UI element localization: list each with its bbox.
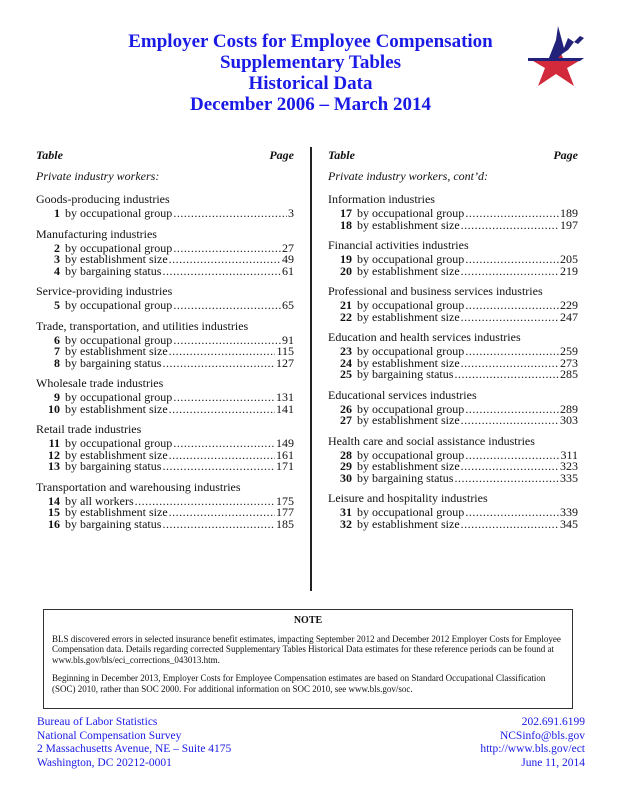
toc-group (328, 330, 578, 381)
table-number: 20 (340, 263, 352, 278)
dot-leader (162, 519, 275, 531)
dot-leader (461, 266, 559, 278)
entry-label: by bargaining status (65, 355, 162, 370)
table-number: 11 (48, 436, 60, 450)
entry-label: by occupational group (65, 436, 173, 450)
toc-entry[interactable] (36, 355, 294, 370)
dot-leader (465, 300, 559, 312)
toc-group (328, 192, 578, 231)
entry-label: by bargaining status (357, 367, 454, 381)
entry-label: by occupational group (65, 332, 173, 347)
group-title: Manufacturing industries (36, 226, 157, 241)
group-title: Wholesale trade industries (36, 376, 164, 390)
page-number: 161 (276, 447, 294, 462)
table-number: 25 (340, 367, 352, 381)
footer-city: Washington, DC 20212-0001 (37, 756, 172, 769)
footer-email-link[interactable]: NCSinfo@bls.gov (499, 729, 585, 742)
table-number: 10 (48, 401, 60, 416)
dot-leader (162, 461, 275, 473)
page-number: 285 (560, 367, 578, 381)
entry-label: by bargaining status (65, 459, 162, 473)
page-number: 259 (560, 344, 578, 358)
entry-label: by occupational group (357, 401, 465, 416)
table-number: 23 (340, 344, 352, 358)
table-number: 26 (340, 401, 352, 416)
footer-address (37, 716, 231, 770)
table-number: 29 (340, 459, 352, 473)
entry-label: by establishment size (357, 413, 460, 427)
toc-entry[interactable] (328, 217, 578, 232)
page-number: 131 (276, 390, 294, 404)
entry-label: by establishment size (65, 505, 168, 519)
table-number: 28 (340, 447, 352, 462)
entry-label: by establishment size (65, 344, 168, 358)
table-number: 32 (340, 516, 352, 531)
entry-label: by occupational group (357, 344, 465, 358)
dot-leader (461, 519, 559, 531)
group-title: Leisure and hospitality industries (328, 491, 488, 505)
group-title: Retail trade industries (36, 422, 142, 436)
dot-leader (465, 404, 559, 416)
footer-org: Bureau of Labor Statistics (37, 716, 158, 728)
table-number: 3 (54, 252, 60, 266)
dot-leader (465, 450, 559, 462)
dot-leader (465, 254, 559, 266)
group-title: Transportation and warehousing industries (36, 479, 241, 494)
entry-label: by all workers (65, 493, 134, 508)
col-page-label: Page (553, 148, 578, 162)
entry-label: by bargaining status (65, 263, 162, 278)
entry-label: by occupational group (65, 390, 173, 404)
page-number: 185 (276, 516, 294, 531)
column-divider (310, 147, 312, 591)
page-number: 149 (276, 436, 294, 450)
dot-leader (465, 507, 559, 519)
page-number: 189 (560, 206, 578, 220)
entry-label: by establishment size (357, 355, 460, 370)
entry-label: by establishment size (65, 252, 168, 266)
dot-leader (454, 473, 559, 485)
dot-leader (465, 208, 559, 220)
table-number: 17 (340, 206, 352, 220)
dot-leader (173, 392, 275, 404)
col-page-label: Page (269, 148, 294, 162)
title-line-3: Historical Data (248, 73, 373, 94)
page-number: 335 (560, 470, 578, 485)
page-number: 289 (560, 401, 578, 416)
entry-label: by establishment size (357, 459, 460, 473)
dot-leader (461, 358, 559, 370)
table-number: 22 (340, 309, 352, 324)
toc-group (328, 434, 578, 485)
entry-label: by occupational group (65, 298, 173, 312)
toc-entry[interactable] (36, 401, 294, 416)
group-title: Professional and business services industries (328, 284, 543, 298)
entry-label: by occupational group (65, 206, 173, 220)
table-number: 8 (54, 355, 60, 370)
footer-date: June 11, 2014 (521, 756, 585, 769)
entry-label: by occupational group (357, 447, 465, 462)
page-number: 141 (276, 401, 294, 416)
toc-header (328, 148, 578, 164)
footer-street: 2 Massachusetts Avenue, NE – Suite 4175 (37, 743, 232, 755)
note-paragraph: Beginning in December 2013, Employer Costs for Employee Compensation estimates are based on Standard Occupational Classification (SOC) 2010, rather than SOC 2000. For additional information on SOC 2010, see www.bls.gov/soc. (52, 673, 546, 694)
dot-leader (169, 507, 275, 519)
title-line-4: December 2006 – March 2014 (190, 94, 431, 115)
page-number: 229 (560, 298, 578, 312)
dot-leader (173, 208, 287, 220)
table-number: 12 (48, 447, 60, 462)
page-number: 219 (560, 263, 578, 278)
page-number: 49 (282, 252, 294, 266)
page-number: 311 (560, 447, 578, 462)
toc-entry[interactable] (36, 300, 294, 312)
toc-group (36, 319, 294, 370)
table-number: 7 (54, 344, 60, 358)
page-number: 3 (288, 206, 294, 220)
entry-label: by occupational group (357, 206, 465, 220)
page-number: 303 (560, 413, 578, 427)
dot-leader (461, 220, 559, 232)
toc-group (328, 491, 578, 530)
entry-label: by occupational group (357, 505, 465, 519)
entry-label: by establishment size (357, 263, 460, 278)
toc-entry[interactable] (328, 415, 578, 427)
page-number: 247 (560, 309, 578, 324)
note-box (43, 609, 573, 709)
bls-star-logo-icon (522, 18, 590, 88)
table-number: 6 (54, 332, 60, 347)
entry-label: by occupational group (65, 240, 173, 255)
group-title: Educational services industries (328, 387, 477, 402)
entry-label: by establishment size (65, 401, 168, 416)
toc-entry[interactable] (328, 309, 578, 324)
table-number: 1 (54, 206, 60, 220)
page-number: 115 (276, 344, 294, 358)
group-title: Financial activities industries (328, 238, 469, 252)
dot-leader (162, 266, 281, 278)
table-number: 4 (54, 263, 60, 278)
dot-leader (173, 438, 275, 450)
toc-entry[interactable] (36, 263, 294, 278)
dot-leader (173, 300, 281, 312)
toc-entry[interactable] (328, 369, 578, 381)
table-number: 16 (48, 516, 60, 531)
toc-entry[interactable] (328, 470, 578, 485)
page-number: 91 (282, 332, 294, 347)
note-title: NOTE (293, 615, 323, 626)
dot-leader (173, 335, 281, 347)
toc-header (36, 148, 294, 164)
page-number: 197 (560, 217, 578, 232)
table-number: 30 (340, 470, 352, 485)
entry-label: by occupational group (357, 298, 465, 312)
page-number: 27 (282, 240, 294, 255)
dot-leader (461, 461, 559, 473)
page-number: 339 (560, 505, 578, 519)
table-number: 15 (48, 505, 60, 519)
toc-entry[interactable] (328, 263, 578, 278)
dot-leader (162, 358, 275, 370)
page-number: 127 (276, 355, 294, 370)
entry-label: by establishment size (357, 309, 460, 324)
toc-left-column (36, 148, 294, 530)
toc-entry[interactable] (36, 516, 294, 531)
toc-entry[interactable] (36, 461, 294, 473)
toc-group (36, 376, 294, 415)
page-number: 177 (276, 505, 294, 519)
page-number: 65 (282, 298, 294, 312)
group-title: Goods-producing industries (36, 192, 170, 206)
title-line-1: Employer Costs for Employee Compensation (128, 31, 493, 52)
page-number: 205 (560, 252, 578, 266)
table-number: 2 (54, 240, 60, 255)
entry-label: by bargaining status (357, 470, 454, 485)
table-number: 21 (340, 298, 352, 312)
dot-leader (169, 346, 276, 358)
toc-group (36, 192, 294, 220)
footer-contact (480, 716, 585, 770)
table-number: 13 (48, 459, 60, 473)
table-number: 24 (340, 355, 352, 370)
group-title: Education and health services industries (328, 330, 521, 344)
page-number: 323 (560, 459, 578, 473)
entry-label: by bargaining status (65, 516, 162, 531)
dot-leader (169, 450, 275, 462)
table-number: 18 (340, 217, 352, 232)
group-title: Service-providing industries (36, 284, 173, 298)
table-number: 27 (340, 413, 352, 427)
entry-label: by establishment size (357, 516, 460, 531)
group-title: Trade, transportation, and utilities industries (36, 318, 249, 333)
table-number: 14 (48, 493, 60, 508)
table-number: 5 (54, 298, 60, 312)
title-line-2: Supplementary Tables (219, 52, 402, 73)
footer-program: National Compensation Survey (37, 729, 182, 742)
page-number: 273 (560, 355, 578, 370)
entry-label: by establishment size (357, 217, 460, 232)
dot-leader (169, 254, 281, 266)
entry-label: by establishment size (65, 447, 168, 462)
group-title: Health care and social assistance industries (328, 433, 535, 448)
page-number: 61 (282, 263, 294, 278)
entry-label: by occupational group (357, 252, 465, 266)
toc-group (36, 422, 294, 473)
toc-group (36, 284, 294, 312)
footer-website-link[interactable]: http://www.bls.gov/ect (480, 743, 585, 755)
col-table-label: Table (36, 148, 63, 162)
dot-leader (461, 312, 559, 324)
dot-leader (465, 346, 559, 358)
dot-leader (454, 369, 559, 381)
page-number: 175 (276, 493, 294, 508)
page-number: 345 (560, 516, 578, 531)
toc-right-column (328, 148, 578, 530)
group-title: Information industries (328, 192, 435, 206)
toc-group (328, 284, 578, 323)
dot-leader (173, 243, 281, 255)
toc-group (328, 238, 578, 277)
toc-group (36, 227, 294, 278)
toc-group (36, 480, 294, 531)
page-number: 171 (276, 459, 294, 473)
table-number: 31 (340, 505, 352, 519)
footer-phone: 202.691.6199 (521, 716, 585, 728)
toc-entry[interactable] (328, 516, 578, 531)
dot-leader (461, 415, 559, 427)
table-number: 19 (340, 252, 352, 266)
toc-subtitle: Private industry workers: (36, 169, 160, 183)
note-paragraph: BLS discovered errors in selected insurance benefit estimates, impacting September 2012 and December 2012 Employer Costs for Employee Compensation data. Details regarding corrected Supplementary Tables Historical Data estimates for these reference periods can be found at www.bls.gov/bls/eci_corrections_043013.htm. (52, 633, 561, 665)
dot-leader (169, 404, 275, 416)
table-number: 9 (54, 390, 60, 404)
toc-entry[interactable] (36, 208, 294, 220)
toc-subtitle: Private industry workers, cont’d: (328, 169, 488, 183)
col-table-label: Table (328, 148, 355, 162)
toc-group (328, 388, 578, 427)
